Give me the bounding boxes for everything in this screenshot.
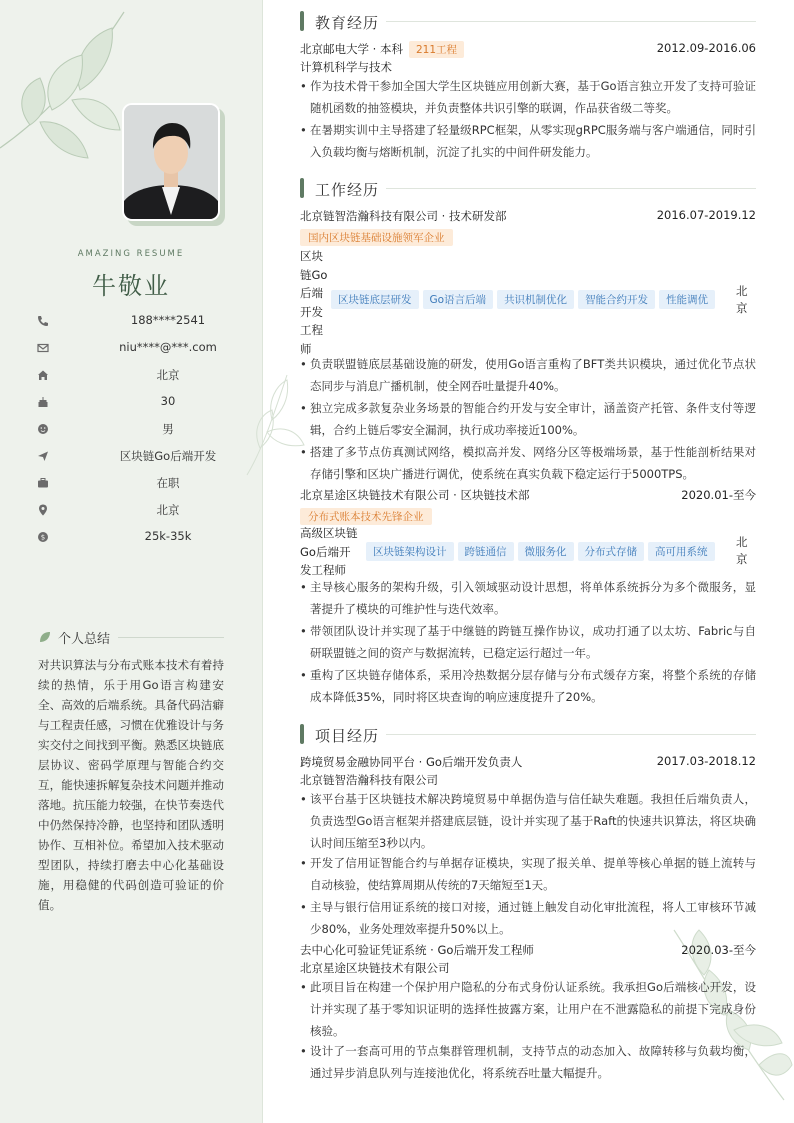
major-name: 计算机科学与技术 <box>300 60 392 74</box>
job-dates: 2020.01-至今 <box>681 488 756 502</box>
role-line: 发工程师 <box>300 563 346 577</box>
gender-icon <box>36 422 50 436</box>
job-company: 北京星途区块链技术有限公司 · 区块链技术部 <box>300 488 530 502</box>
info-email <box>36 338 236 358</box>
job-bullet: • 重构了区块链存储体系，采用冷热数据分层存储与分布式缓存方案，将整个系统的存储成本降低35%，同时将区块查询的响应速度提升了20%。 <box>300 664 756 708</box>
info-gender <box>36 419 236 439</box>
job-bullet: • 独立完成多款复杂业务场景的智能合约开发与安全审计，涵盖资产托管、条件支付等逻辑，合约上链后零安全漏洞，执行成功率接近100%。 <box>300 397 756 441</box>
school-tag: 211工程 <box>409 41 464 58</box>
project-company: 北京链智浩瀚科技有限公司 <box>300 773 438 787</box>
project-bullet: • 该平台基于区块链技术解决跨境贸易中单据伪造与信任缺失难题。我担任后端负责人，负责选型Go语言框架并搭建底层链，设计并实现了基于Raft的快速共识算法，将区块确认时间压缩至3秒以内。 <box>300 788 756 854</box>
job-bullet: • 主导核心服务的架构升级，引入领域驱动设计思想，将单体系统拆分为多个微服务，显著提升了模块的可维护性与迭代效率。 <box>300 576 756 620</box>
skill-tag: 区块链架构设计 <box>366 542 454 561</box>
job-role <box>300 247 327 358</box>
skill-tags <box>366 542 719 561</box>
job-header <box>300 208 756 226</box>
cake-icon <box>36 395 50 409</box>
mail-icon <box>36 341 50 355</box>
education-header <box>300 41 756 59</box>
skill-tag: Go语言后端 <box>423 290 494 309</box>
location-value: 北京 <box>156 503 180 517</box>
home-icon <box>36 368 50 382</box>
divider <box>386 188 756 189</box>
divider <box>118 637 224 638</box>
person-photo-icon <box>124 105 218 219</box>
section-title: 工作经历 <box>315 181 380 199</box>
role-line: Go后端开 <box>300 544 351 559</box>
info-phone <box>36 311 236 331</box>
summary-text: 对共识算法与分布式账本技术有着持续的热情，乐于用Go语言构建安全、高效的后端系统。具备代码洁癖与工程责任感，习惯在优雅设计与务实交付之间找到平衡。熟悉区块链底层协议、密码学原理与智能合约交互，能快速拆解复杂技术问题并推动落地。抗压能力较强，在快节奏迭代中仍然保持冷静，也坚持和团队透明协作、互相补位。希望加入技术驱动型团队，持续打磨去中心化基础设施，用稳健的代码创造可验证的价值。 <box>38 658 224 912</box>
project-company: 北京星途区块链技术有限公司 <box>300 961 450 975</box>
job-bullet: • 搭建了多节点仿真测试网络，模拟高并发、网络分区等极端场景，基于性能剖析结果对存储引擎和区块广播进行调优，使系统在真实负载下稳定运行于5000TPS。 <box>300 441 756 485</box>
avatar-frame <box>122 103 220 221</box>
role-line: 高级区块链 <box>300 526 358 540</box>
banner-text: AMAZING RESUME <box>77 249 185 259</box>
age-value: 30 <box>160 394 176 408</box>
role-line: 后端 <box>300 286 323 300</box>
candidate-name: 牛敬业 <box>92 272 170 300</box>
projects-section-heading <box>300 724 756 744</box>
info-position <box>36 446 236 466</box>
role-line: 师 <box>300 341 312 356</box>
project-bullet: • 此项目旨在构建一个保护用户隐私的分布式身份认证系统。我承担Go后端核心开发，设计并实现了基于零知识证明的选择性披露方案，让用户在不泄露隐私的前提下完成身份核验。 <box>300 976 756 1042</box>
project-dates: 2020.03-至今 <box>681 943 756 957</box>
education-bullet: • 在暑期实训中主导搭建了轻量级RPC框架，从零实现gRPC服务端与客户端通信，同时引入负载均衡与熔断机制，沉淀了扎实的中间件研发能力。 <box>300 119 756 163</box>
divider <box>386 734 756 735</box>
divider <box>386 21 756 22</box>
skill-tags <box>331 290 719 309</box>
project-bullet: • 设计了一套高可用的节点集群管理机制，支持节点的动态加入、故障转移与负载均衡，通过异步消息队列与连接池优化，将系统吞吐量大幅提升。 <box>300 1040 756 1084</box>
role-line: 开发 <box>300 304 323 319</box>
skill-tag: 共识机制优化 <box>497 290 574 309</box>
summary-heading <box>38 627 224 647</box>
company-tag: 分布式账本技术先锋企业 <box>300 508 432 525</box>
project-name: 跨境贸易金融协同平台 · Go后端开发负责人 <box>300 755 523 769</box>
email-value: niu****@***.com <box>119 340 217 354</box>
section-title: 项目经历 <box>315 727 380 745</box>
sidebar <box>0 0 263 1123</box>
summary-title: 个人总结 <box>58 632 111 647</box>
phone-value: 188****2541 <box>130 313 206 327</box>
send-icon <box>36 449 50 463</box>
role-line: 链Go <box>300 267 328 282</box>
location-pin-icon <box>36 503 50 517</box>
skill-tag: 区块链底层研发 <box>331 290 419 309</box>
info-age <box>36 392 236 412</box>
section-marker <box>300 178 304 198</box>
avatar <box>124 105 218 219</box>
skill-tag: 微服务化 <box>518 542 574 561</box>
education-section-heading <box>300 11 756 31</box>
education-dates: 2012.09-2016.06 <box>656 41 756 55</box>
gender-value: 男 <box>162 422 174 436</box>
work-section-heading <box>300 178 756 198</box>
svg-text:$: $ <box>40 533 46 542</box>
section-marker <box>300 11 304 31</box>
project-dates: 2017.03-2018.12 <box>656 754 756 768</box>
leaf-icon <box>38 630 52 644</box>
salary-value: 25k-35k <box>144 529 192 543</box>
education-bullet: • 作为技术骨干参加全国大学生区块链应用创新大赛，基于Go语言独立开发了支持可验证随机函数的抽签模块，并负责整体共识引擎的联调，作品获省级二等奖。 <box>300 75 756 119</box>
info-status <box>36 473 236 493</box>
role-line: 区块 <box>300 249 323 263</box>
job-role <box>300 524 358 580</box>
job-header <box>300 487 756 505</box>
position-value: 区块链Go后端开发 <box>119 449 217 463</box>
school-name: 北京邮电大学 · 本科 <box>300 42 403 56</box>
info-location <box>36 500 236 520</box>
section-marker <box>300 724 304 744</box>
project-header <box>300 942 756 960</box>
job-bullet: • 负责联盟链底层基础设施的研发，使用Go语言重构了BFT类共识模块，通过优化节点状态同步与消息广播机制，使全网吞吐量提升40%。 <box>300 353 756 397</box>
project-header <box>300 754 756 772</box>
skill-tag: 性能调优 <box>659 290 715 309</box>
job-city: 北京 <box>736 284 748 315</box>
job-bullet: • 带领团队设计并实现了基于中继链的跨链互操作协议，成功打通了以太坊、Fabric与自研联盟链之间的资产与数据流转，已稳定运行超过一年。 <box>300 620 756 664</box>
phone-icon <box>36 314 50 328</box>
skill-tag: 智能合约开发 <box>578 290 655 309</box>
job-dates: 2016.07-2019.12 <box>656 208 756 222</box>
project-bullet: • 主导与银行信用证系统的接口对接，通过链上触发自动化审批流程，将人工审核环节减少80%，业务处理效率提升50%以上。 <box>300 896 756 940</box>
project-name: 去中心化可验证凭证系统 · Go后端开发工程师 <box>300 943 534 957</box>
company-tag: 国内区块链基础设施领军企业 <box>300 229 453 246</box>
skill-tag: 跨链通信 <box>458 542 514 561</box>
skill-tag: 高可用系统 <box>648 542 715 561</box>
hometown-value: 北京 <box>156 368 180 382</box>
role-line: 工程 <box>300 323 323 337</box>
info-home <box>36 365 236 385</box>
status-value: 在职 <box>156 476 180 490</box>
money-icon <box>36 530 50 544</box>
info-salary <box>36 527 236 547</box>
job-company: 北京链智浩瀚科技有限公司 · 技术研发部 <box>300 209 507 223</box>
briefcase-icon <box>36 476 50 490</box>
section-title: 教育经历 <box>315 14 380 32</box>
skill-tag: 分布式存储 <box>578 542 645 561</box>
project-bullet: • 开发了信用证智能合约与单据存证模块，实现了报关单、提单等核心单据的链上流转与自动核验，使结算周期从传统的7天缩短至1天。 <box>300 852 756 896</box>
job-city: 北京 <box>736 535 748 566</box>
